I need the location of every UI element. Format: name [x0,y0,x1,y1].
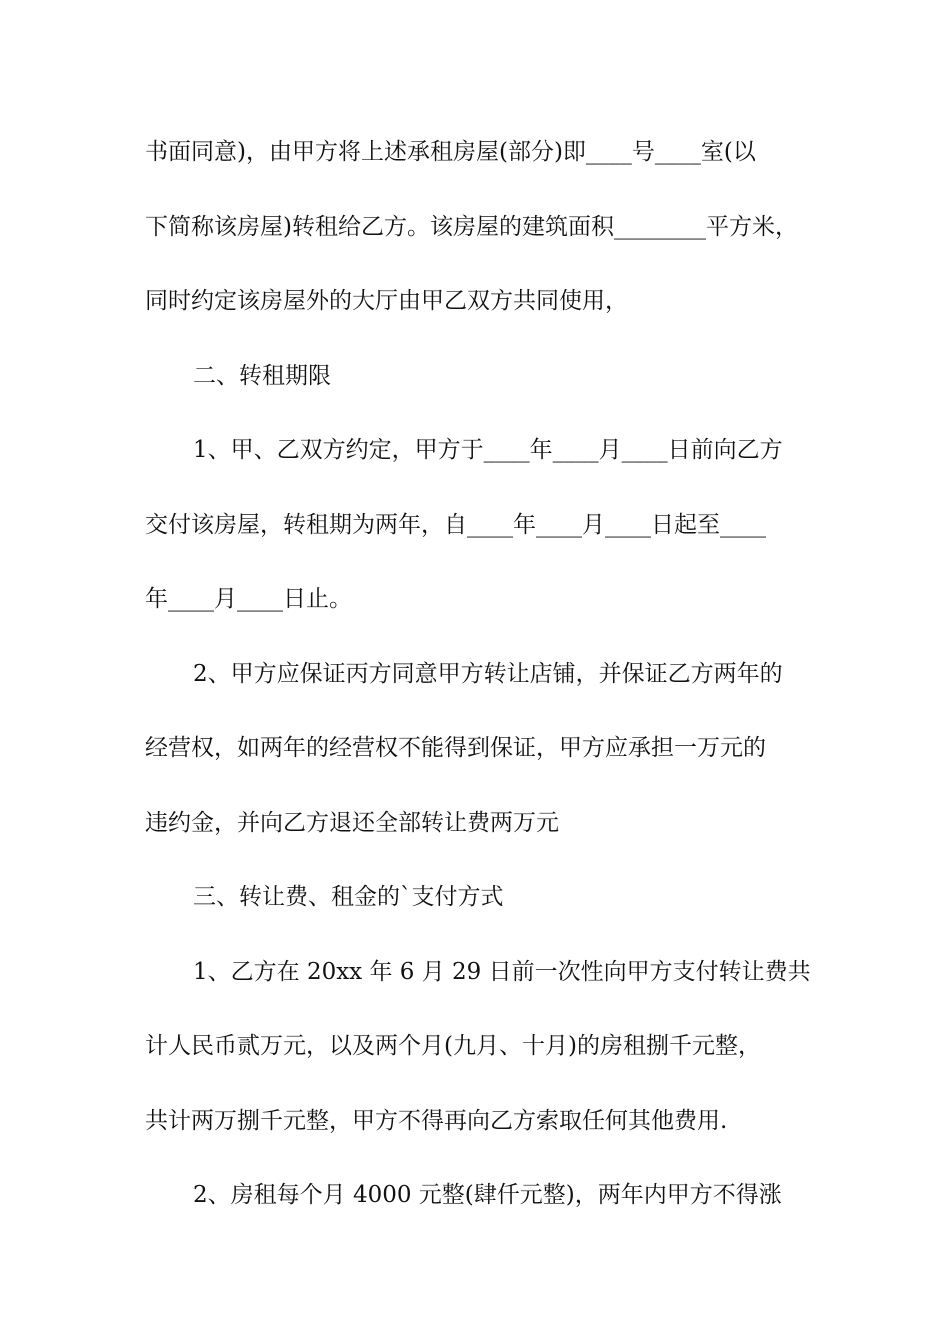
paragraph-line-2: 下简称该房屋)转租给乙方。该房屋的建筑面积________平方米， [145,213,798,240]
paragraph-line-1: 书面同意)，由甲方将上述承租房屋(部分)即____号____室(以 [145,139,756,165]
section-heading-2: 二、转租期限 [193,362,331,389]
paragraph-line-3: 同时约定该房屋外的大厅由甲乙双方共同使用， [145,288,628,314]
paragraph-line-15: 2、房租每个月 4000 元整(肆仟元整)，两年内甲方不得涨 [193,1182,782,1208]
paragraph-line-7: 年____月____日止。 [145,586,352,612]
paragraph-line-9: 经营权，如两年的经营权不能得到保证，甲方应承担一万元的 [145,735,766,761]
paragraph-line-5: 1、甲、乙双方约定，甲方于____年____月____日前向乙方 [193,437,783,463]
paragraph-line-8: 2、甲方应保证丙方同意甲方转让店铺，并保证乙方两年的 [193,660,783,687]
paragraph-line-10: 违约金，并向乙方退还全部转让费两万元 [145,809,559,836]
document-body [145,128,815,1246]
paragraph-line-12: 1、乙方在 20xx 年 6 月 29 日前一次性向甲方支付转让费共 [193,958,811,985]
paragraph-line-6: 交付该房屋，转租期为两年，自____年____月____日起至____ [145,511,766,538]
section-heading-3: 三、转让费、租金的`支付方式 [193,884,504,910]
paragraph-line-13: 计人民币贰万元，以及两个月(九月、十月)的房租捌千元整， [145,1033,761,1059]
paragraph-line-14: 共计两万捌千元整，甲方不得再向乙方索取任何其他费用. [145,1107,728,1134]
